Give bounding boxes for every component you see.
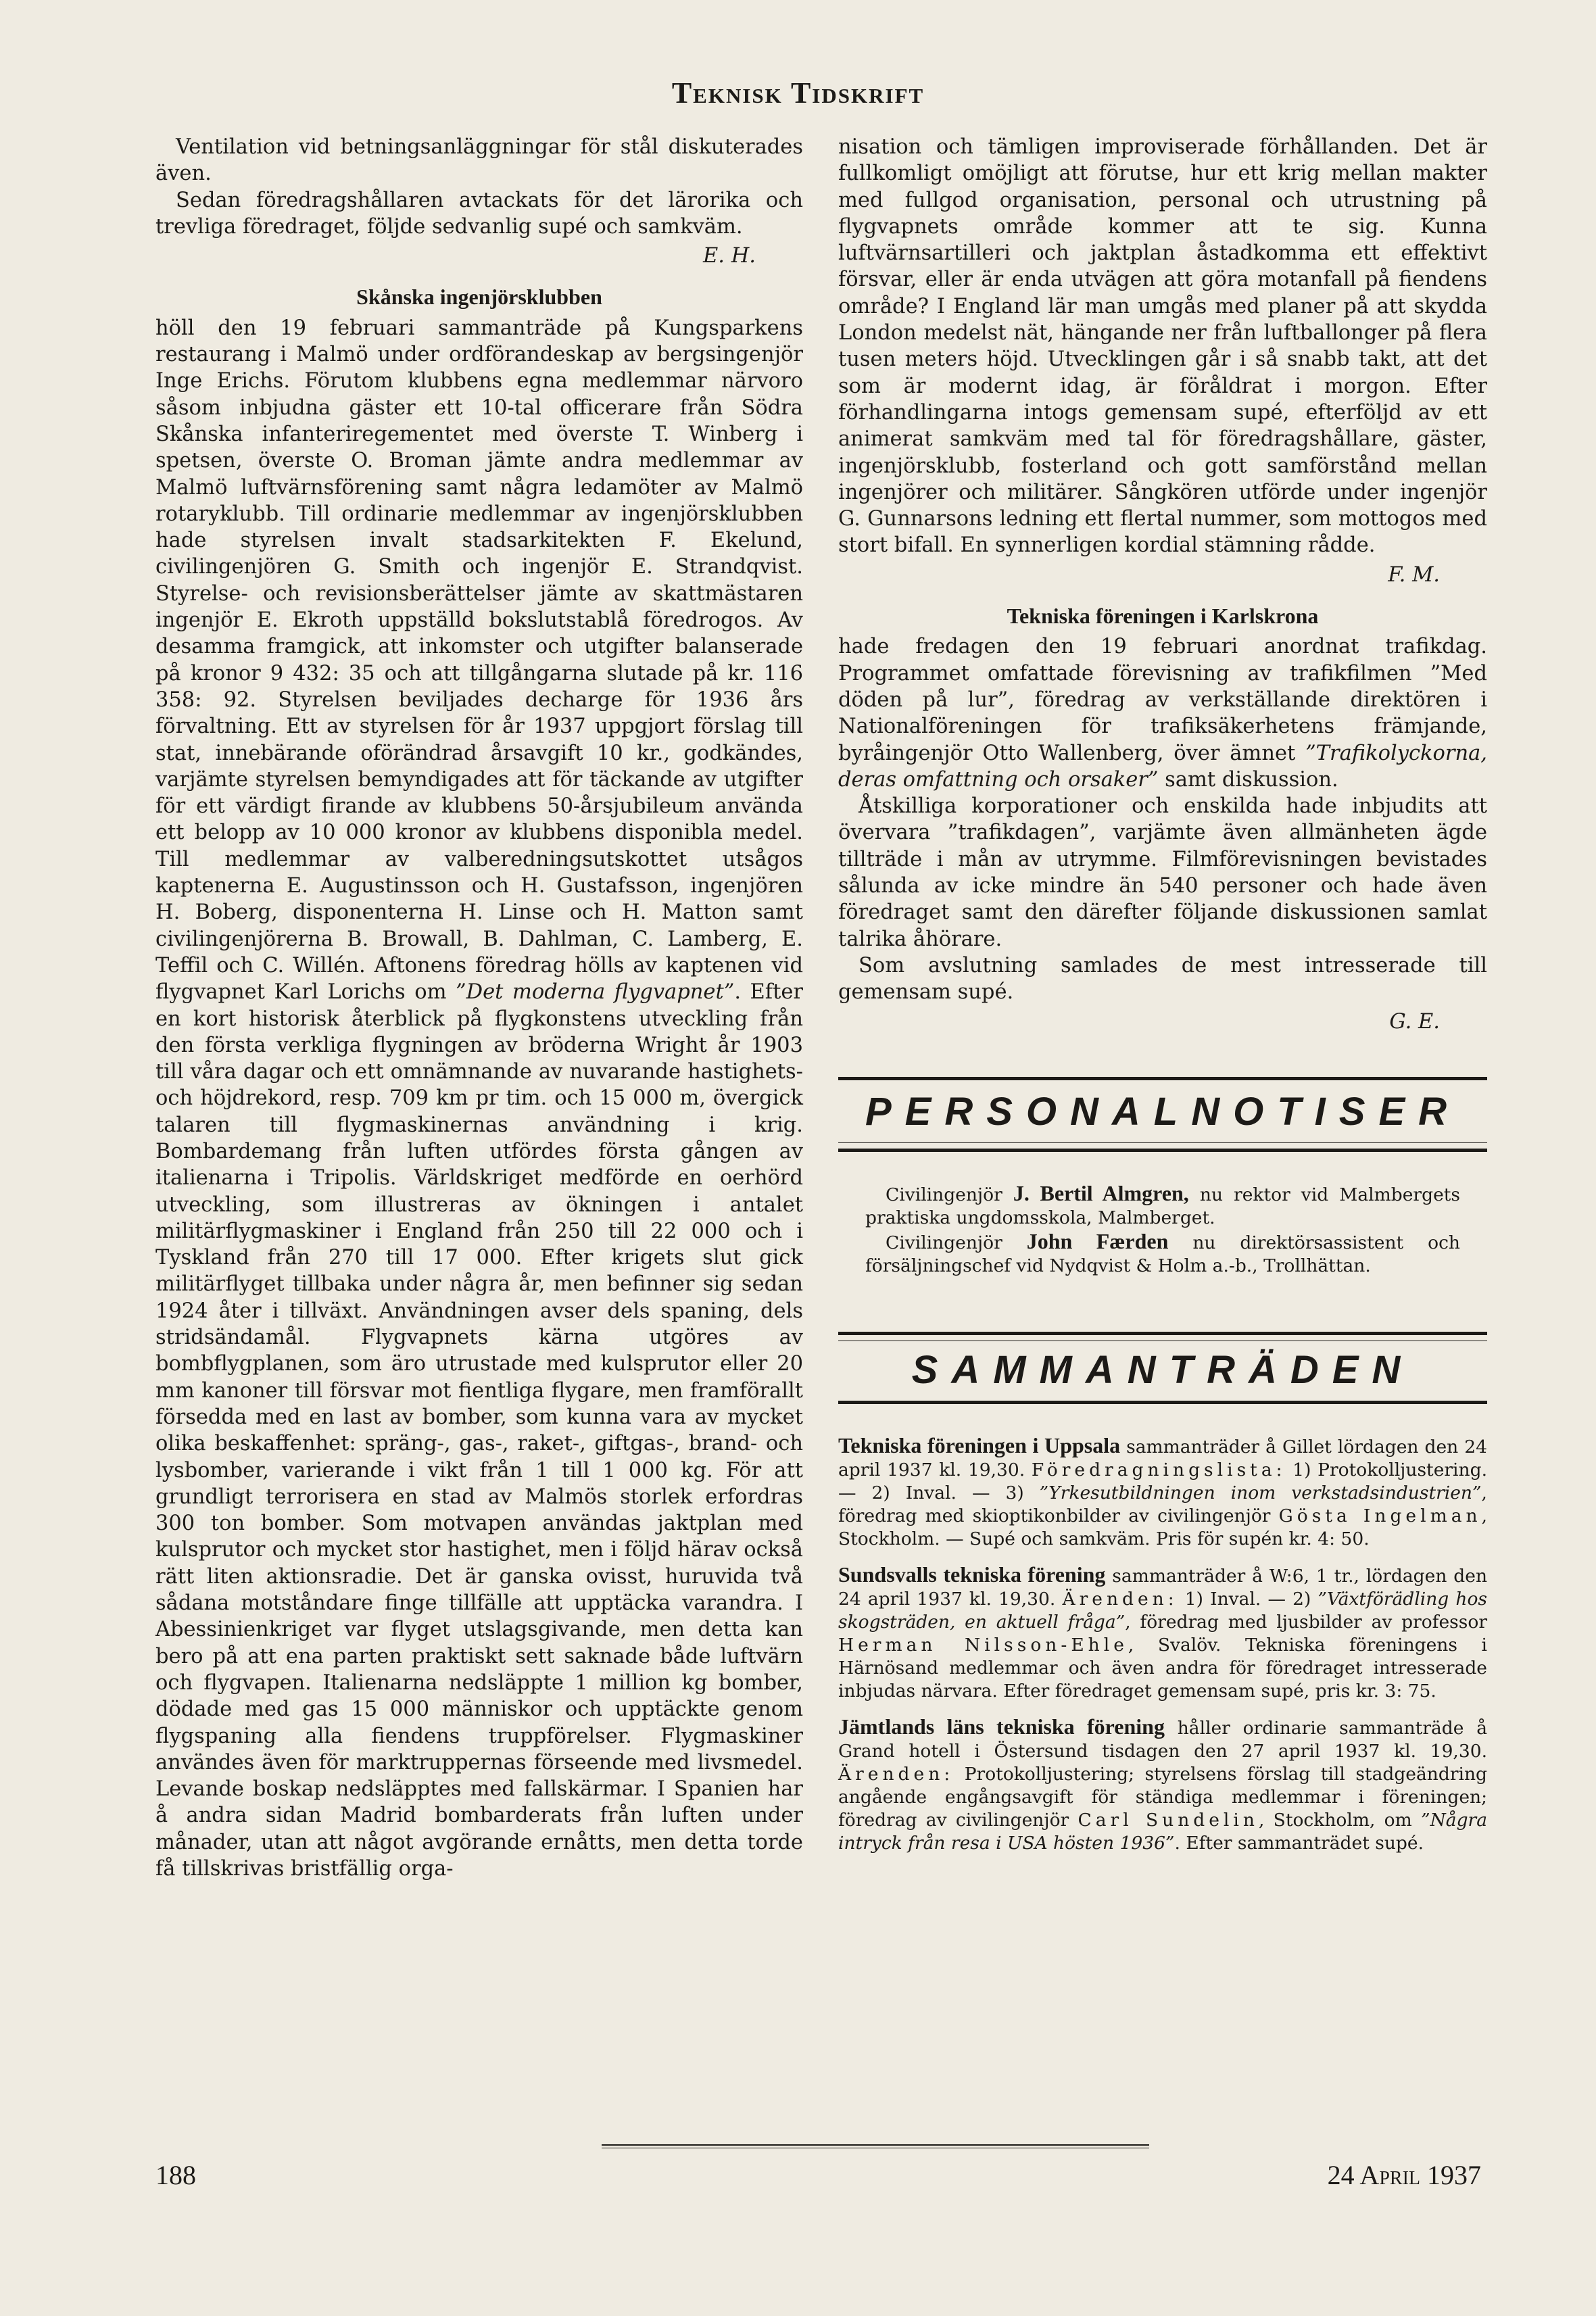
body-text: samt diskussion.: [1158, 767, 1338, 792]
paragraph: [155, 315, 803, 1883]
paragraph: Ventilation vid betningsanläggningar för stål diskuterades även.: [155, 135, 803, 186]
meetings-banner: [838, 1332, 1487, 1404]
org-name: Sundsvalls tekniska förening: [838, 1562, 1106, 1587]
personal-title: PERSONALNOTISER: [865, 1089, 1461, 1134]
meeting-item: Tekniska föreningen i Uppsala sammanträder å Gillet lördagen den 24 april 1937 kl. 19,30. Föredragningslista: 1) Protokolljustering. — 2) Inval. — 3) ”Yrkesutbildningen inom verkstadsindustrien”, föredrag med skioptikonbilder av civilingenjör Gösta Ingelman, Stockholm. — Supé och samkväm. Pris för supén kr. 4: 50.: [838, 1432, 1487, 1549]
section-heading: Tekniska föreningen i Karlskrona: [1007, 604, 1319, 629]
body-text: . Efter en kort historisk återblick på flygkonstens utveckling från den första verkliga flygningen av bröderna Wright år 1903 till våra dagar och ett omnämnande av nuvarande hastighets- och höjdrekord, resp. 709 km pr tim. och 15 000 m, övergick talaren till flygmaskinernas användning i krig. Bombardemang från luften utfördes första gången av italienarna i Tripolis. Världskriget medförde en oerhörd utveckling, som illustreras av ökningen i antalet militärflygmaskiner i England från 250 till 22 000 och i Tyskland från 270 till 17 000. Efter krigets slut gick militärflyget tillbaka under några år, men befinner sig sedan 1924 åter i tillväxt. Användningen avser dels spaning, dels stridsändamål. Flygvapnets kärna utgöres av bombflygplanen, som äro utrustade med kulsprutor eller 20 mm kanoner till försvar mot fientliga flygare, men framförallt försedda med en last av bomber, som kunna vara av mycket olika beskaffenhet: spräng-, gas-, raket-, giftgas-, brand- och lysbomber, varierande i vikt från 1 till 1 000 kg. För att grundligt terrorisera en stad av Malmös storlek erfordras 300 ton bomber. Som motvapen användas jaktplan med kulsprutor och mycket stor hastighet, men i följd härav också rätt liten aktionsradie. Det är ganska ovisst, huruvida två sådana motståndare finge tillfälle att upptäcka varandra. I Abessinienkriget var flyget utslagsgivande, men detta kan bero på att ena parten praktiskt sett saknade både luftvärn och flygvapen. Italienarna nedsläppte 1 million kg bomber, dödade med gas 15 000 människor och upptäckte genom flygspaning alla fiendens truppförelser. Flygmaskiner användes även för marktruppernas förseende med livsmedel. Levande boskap nedsläpptes med fallskärmar. I Spanien har å andra sidan Madrid bombarderats från luften under månader, utan att något avgörande ernåtts, men detta torde få tillskrivas bristfällig orga-: [155, 980, 803, 1881]
personal-item: Civilingenjör J. Bertil Almgren, nu rektor vid Malmbergets praktiska ungdomsskola, Malmberget.: [865, 1180, 1460, 1228]
signature: F. M.: [1388, 562, 1440, 587]
meeting-item: Sundsvalls tekniska förening sammanträder å W:6, 1 tr., lördagen den 24 april 1937 kl. 19,30. Ärenden: 1) Inval. — 2) ”Växtförädling hos skogsträden, en aktuell fråga”, föredrag med ljusbilder av professor Herman Nilsson-Ehle, Svalöv. Tekniska föreningens i Härnösand medlemmar och även andra för föredraget intresserade inbjudas närvara. Efter föredraget gemensam supé, pris kr. 3: 75.: [838, 1562, 1488, 1702]
lecture-title: ”Det moderna flygvapnet”: [456, 980, 735, 1005]
section-heading: Skånska ingenjörsklubben: [356, 285, 602, 310]
footer-rule: [602, 2144, 1149, 2148]
left-column: [155, 134, 803, 1882]
signature: G. E.: [1389, 1009, 1440, 1034]
org-name: Jämtlands läns tekniska förening: [838, 1714, 1165, 1739]
personal-item: Civilingenjör John Færden nu direktörsassistent och försäljningschef vid Nydqvist & Holm a.-b., Trollhättan.: [865, 1228, 1460, 1276]
personal-list: [838, 1182, 1487, 1278]
paragraph: Som avslutning samlades de mest intresserade till gemensam supé.: [838, 953, 1487, 1005]
divider: [838, 1142, 1487, 1143]
body-text: höll den 19 februari sammanträde på Kungsparkens restaurang i Malmö under ordförandeskap av bergsingenjör Inge Erichs. Förutom klubbens egna medlemmar närvoro såsom inbjudna gäster ett 10-tal officerare från Södra Skånska infanteriregementet med överste T. Winberg i spetsen, överste O. Broman jämte andra medlemmar av Malmö luftvärnsförening samt några ledamöter av Malmö rotaryklubb. Till ordinarie medlemmar av ingenjörsklubben hade styrelsen invalt stadsarkitekten F. Ekelund, civilingenjören G. Smith och ingenjör E. Strandqvist. Styrelse- och revisionsberättelser jämte av skattmästaren ingenjör E. Ekroth uppställd bokslutstablå föredrogos. Av desamma framgick, att inkomster och utgifter balanserade på kronor 9 432: 35 och att tillgångarna slutade på kr. 116 358: 92. Styrelsen beviljades decharge för 1936 års förvaltning. Ett av styrelsen för år 1937 uppgjort förslag till stat, innebärande oförändrad årsavgift 10 kr., godkändes, varjämte styrelsen bemyndigades att för täckande av utgifter för ett värdigt firande av klubbens 50-årsjubileum använda ett belopp av 10 000 kronor av klubbens disponibla medel. Till medlemmar av valberedningsutskottet utsågos kaptenerna E. Augustinsson och H. Gustafsson, ingenjören H. Boberg, disponenterna H. Linse och H. Matton samt civilingenjörerna B. Browall, B. Dahlman, C. Lamberg, E. Teffil och C. Willén. Aftonens föredrag hölls av kaptenen vid flygvapnet Karl Lorichs om: [155, 316, 803, 1005]
lecture-title: ”Trafikolyckorna, deras omfattning och orsaker”: [838, 741, 1487, 792]
paragraph: [838, 633, 1487, 793]
paragraph: Sedan föredragshållaren avtackats för det lärorika och trevliga föredraget, följde sedvanlig supé och samkväm.: [155, 188, 803, 239]
person-name: J. Bertil Almgren,: [1013, 1180, 1189, 1205]
personal-banner: [838, 1077, 1487, 1152]
journal-header: Teknisk Tidskrift: [671, 76, 925, 110]
paragraph: nisation och tämligen improviserade förhållanden. Det är fullkomligt omöjligt att förutse, hur ett krig mellan makter med fullgod organisation, personal och utrustning på flygvapnets område kommer att te sig. Kunna luftvärnsartilleri och jaktplan åstadkomma ett effektivt försvar, eller är enda utvägen att göra motanfall på fiendens område? I England lär man umgås med planer på att skydda London medelst nät, hängande ner från luftballonger på flera tusen meters höjd. Utvecklingen går i så snabb takt, att det som är modernt idag, är föråldrat i morgon. Efter förhandlingarna intogs gemensam supé, efterföljd av ett animerat samkväm med tal för föredragshållare, gäster, ingenjörsklubb, fosterland och gott samförstånd mellan ingenjörer och militärer. Sångkören utförde under ingenjör G. Gunnarsons ledning ett flertal nummer, som mottogos med stort bifall. En synnerligen kordial stämning rådde.: [838, 135, 1487, 558]
body-text: hade fredagen den 19 februari anordnat trafikdag. Programmet omfattade förevisning av trafikfilmen ”Med döden på lur”, föredrag av verkställande direktören i Nationalföreningen för trafiksäkerhetens främjande, byråingenjör Otto Wallenberg, över ämnet: [838, 635, 1487, 765]
meetings-list: [838, 1434, 1487, 1855]
page-number: 188: [155, 2160, 196, 2190]
person-name: John Færden: [1026, 1228, 1169, 1253]
paragraph: Åtskilliga korporationer och enskilda hade inbjudits att övervara ”trafikdagen”, varjämte även allmänheten ägde tillträde i mån av utrymme. Filmförevisningen bevistades sålunda av icke mindre än 540 personer och hade även föredraget samt den därefter följande diskussionen samlat talrika åhörare.: [838, 794, 1487, 951]
right-column: [838, 134, 1487, 1867]
org-name: Tekniska föreningen i Uppsala: [838, 1432, 1121, 1457]
meetings-title: SAMMANTRÄDEN: [911, 1347, 1414, 1392]
signature: E. H.: [703, 244, 756, 268]
meeting-item: Jämtlands läns tekniska förening håller ordinarie sammanträde å Grand hotell i Östersund tisdagen den 27 april 1937 kl. 19,30. Ärenden: Protokolljustering; styrelsens förslag till stadgeändring angående engångsavgift för ständiga medlemmar i föreningen; föredrag av civilingenjör Carl Sundelin, Stockholm, om ”Några intryck från resa i USA hösten 1936”. Efter sammanträdet supé.: [838, 1714, 1488, 1854]
issue-date: 24 April 1937: [1327, 2160, 1481, 2190]
